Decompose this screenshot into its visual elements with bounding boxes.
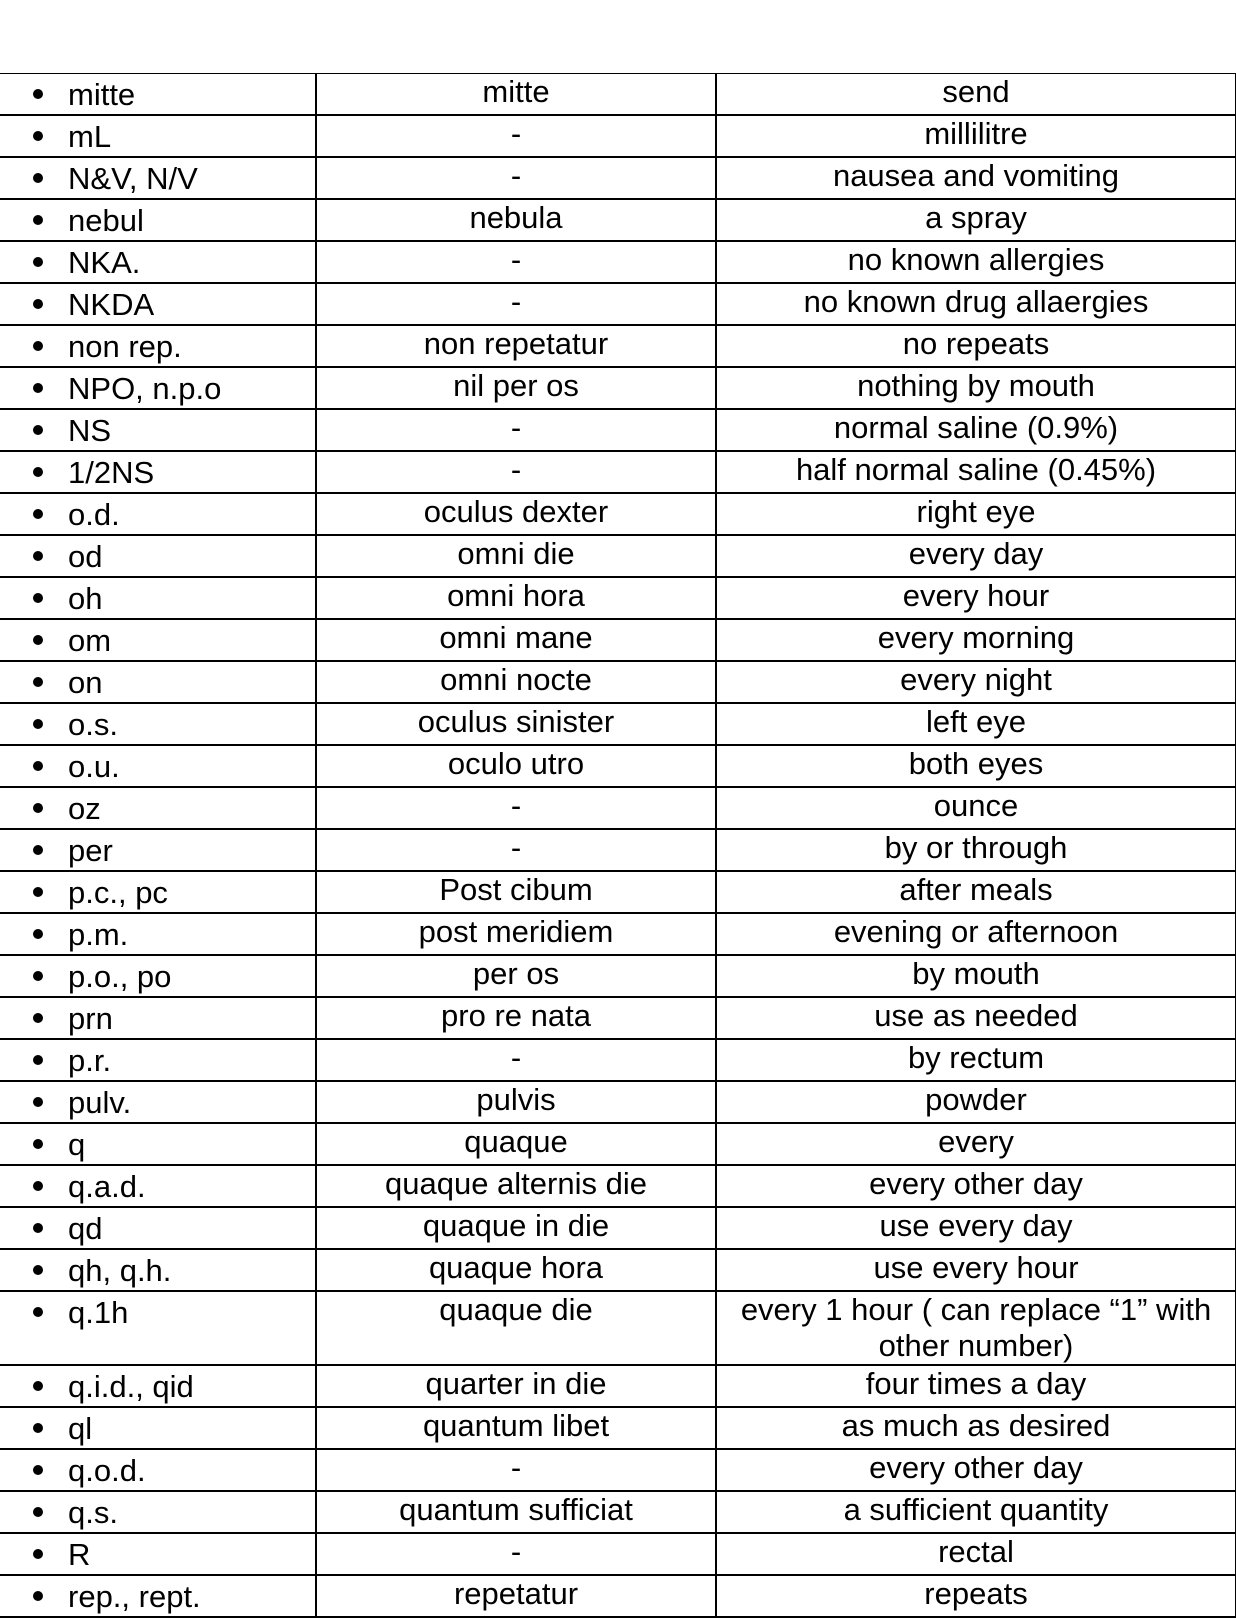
bullet-icon bbox=[33, 257, 43, 267]
abbreviation-text: per bbox=[68, 833, 113, 868]
meaning-cell: left eye bbox=[716, 703, 1236, 745]
abbreviation-text: prn bbox=[68, 1001, 113, 1036]
abbreviation-cell bbox=[0, 1039, 316, 1081]
abbreviation-cell bbox=[0, 787, 316, 829]
latin-cell: - bbox=[316, 115, 716, 157]
bullet-icon bbox=[33, 1181, 43, 1191]
meaning-cell: powder bbox=[716, 1081, 1236, 1123]
abbreviation-cell bbox=[0, 577, 316, 619]
bullet-icon bbox=[33, 1223, 43, 1233]
latin-cell: quantum libet bbox=[316, 1407, 716, 1449]
table-row bbox=[0, 997, 1236, 1039]
latin-cell: - bbox=[316, 1449, 716, 1491]
abbreviation-text: oh bbox=[68, 581, 103, 616]
bullet-icon bbox=[33, 635, 43, 645]
latin-cell: omni mane bbox=[316, 619, 716, 661]
bullet-icon bbox=[33, 719, 43, 729]
latin-cell: Post cibum bbox=[316, 871, 716, 913]
abbreviation-cell bbox=[0, 115, 316, 157]
table-row bbox=[0, 157, 1236, 199]
bullet-icon bbox=[33, 551, 43, 561]
abbreviation-cell bbox=[0, 1365, 316, 1407]
abbreviation-text: ql bbox=[68, 1411, 93, 1446]
abbreviation-text: R bbox=[68, 1537, 91, 1572]
table-row bbox=[0, 1123, 1236, 1165]
table-row bbox=[0, 913, 1236, 955]
abbreviation-text: p.r. bbox=[68, 1043, 112, 1078]
table-row bbox=[0, 1291, 1236, 1365]
table-row bbox=[0, 199, 1236, 241]
bullet-icon bbox=[33, 1381, 43, 1391]
abbreviation-text: NPO, n.p.o bbox=[68, 371, 222, 406]
table-row bbox=[0, 1039, 1236, 1081]
table-row bbox=[0, 1491, 1236, 1533]
abbreviation-cell bbox=[0, 493, 316, 535]
latin-cell: post meridiem bbox=[316, 913, 716, 955]
latin-cell: - bbox=[316, 829, 716, 871]
latin-cell: quaque in die bbox=[316, 1207, 716, 1249]
abbreviation-cell bbox=[0, 661, 316, 703]
latin-cell: repetatur bbox=[316, 1575, 716, 1617]
bullet-icon bbox=[33, 1549, 43, 1559]
abbreviation-cell bbox=[0, 74, 316, 116]
abbreviation-text: qh, q.h. bbox=[68, 1253, 172, 1288]
abbreviation-cell bbox=[0, 997, 316, 1039]
abbreviation-text: oz bbox=[68, 791, 101, 826]
meaning-cell: evening or afternoon bbox=[716, 913, 1236, 955]
table-row bbox=[0, 1365, 1236, 1407]
abbreviation-cell bbox=[0, 283, 316, 325]
bullet-icon bbox=[33, 803, 43, 813]
abbreviation-text: NKDA bbox=[68, 287, 155, 322]
meaning-cell: millilitre bbox=[716, 115, 1236, 157]
meaning-cell: by mouth bbox=[716, 955, 1236, 997]
abbreviation-cell bbox=[0, 1575, 316, 1617]
abbreviation-text: N&V, N/V bbox=[68, 161, 198, 196]
latin-cell: omni hora bbox=[316, 577, 716, 619]
abbreviation-cell bbox=[0, 1449, 316, 1491]
meaning-cell: four times a day bbox=[716, 1365, 1236, 1407]
abbreviation-cell bbox=[0, 1407, 316, 1449]
latin-cell: quarter in die bbox=[316, 1365, 716, 1407]
abbreviation-cell bbox=[0, 1207, 316, 1249]
meaning-cell: use every day bbox=[716, 1207, 1236, 1249]
latin-cell: quaque alternis die bbox=[316, 1165, 716, 1207]
bullet-icon bbox=[33, 89, 43, 99]
table-row bbox=[0, 1165, 1236, 1207]
latin-cell: quaque die bbox=[316, 1291, 716, 1365]
bullet-icon bbox=[33, 425, 43, 435]
table-row bbox=[0, 955, 1236, 997]
bullet-icon bbox=[33, 1307, 43, 1317]
meaning-cell: every morning bbox=[716, 619, 1236, 661]
bullet-icon bbox=[33, 383, 43, 393]
table-row bbox=[0, 745, 1236, 787]
bullet-icon bbox=[33, 1265, 43, 1275]
table-row bbox=[0, 1249, 1236, 1291]
abbreviation-text: qd bbox=[68, 1211, 103, 1246]
latin-cell: - bbox=[316, 157, 716, 199]
latin-cell: - bbox=[316, 787, 716, 829]
bullet-icon bbox=[33, 509, 43, 519]
latin-cell: oculus sinister bbox=[316, 703, 716, 745]
meaning-cell: no repeats bbox=[716, 325, 1236, 367]
meaning-cell: no known allergies bbox=[716, 241, 1236, 283]
table-row bbox=[0, 787, 1236, 829]
latin-cell: - bbox=[316, 241, 716, 283]
bullet-icon bbox=[33, 677, 43, 687]
latin-cell: per os bbox=[316, 955, 716, 997]
abbreviation-text: q bbox=[68, 1127, 86, 1162]
bullet-icon bbox=[33, 845, 43, 855]
latin-cell: - bbox=[316, 1533, 716, 1575]
abbreviation-cell bbox=[0, 367, 316, 409]
abbreviation-cell bbox=[0, 1123, 316, 1165]
abbreviation-text: mL bbox=[68, 119, 112, 154]
abbreviation-cell bbox=[0, 409, 316, 451]
abbreviation-cell bbox=[0, 955, 316, 997]
abbreviation-cell bbox=[0, 871, 316, 913]
abbreviation-cell bbox=[0, 535, 316, 577]
meaning-cell: every 1 hour ( can replace “1” with other number) bbox=[716, 1291, 1236, 1365]
meaning-cell: nausea and vomiting bbox=[716, 157, 1236, 199]
table-row bbox=[0, 367, 1236, 409]
table-row bbox=[0, 535, 1236, 577]
abbreviation-cell bbox=[0, 913, 316, 955]
abbreviation-cell bbox=[0, 157, 316, 199]
abbreviation-text: q.a.d. bbox=[68, 1169, 146, 1204]
bullet-icon bbox=[33, 1139, 43, 1149]
meaning-cell: nothing by mouth bbox=[716, 367, 1236, 409]
table-row bbox=[0, 241, 1236, 283]
meaning-cell: half normal saline (0.45%) bbox=[716, 451, 1236, 493]
latin-cell: - bbox=[316, 409, 716, 451]
table-row bbox=[0, 1407, 1236, 1449]
abbreviation-cell bbox=[0, 1249, 316, 1291]
abbreviation-cell bbox=[0, 1165, 316, 1207]
abbreviation-cell bbox=[0, 199, 316, 241]
meaning-cell: use every hour bbox=[716, 1249, 1236, 1291]
table-row bbox=[0, 1081, 1236, 1123]
latin-cell: oculus dexter bbox=[316, 493, 716, 535]
latin-cell: pro re nata bbox=[316, 997, 716, 1039]
bullet-icon bbox=[33, 131, 43, 141]
meaning-cell: every other day bbox=[716, 1449, 1236, 1491]
latin-cell: oculo utro bbox=[316, 745, 716, 787]
abbreviation-text: p.m. bbox=[68, 917, 129, 952]
latin-cell: omni nocte bbox=[316, 661, 716, 703]
table-row bbox=[0, 871, 1236, 913]
bullet-icon bbox=[33, 1013, 43, 1023]
abbreviation-text: p.c., pc bbox=[68, 875, 168, 910]
abbreviation-text: 1/2NS bbox=[68, 455, 155, 490]
latin-cell: nebula bbox=[316, 199, 716, 241]
meaning-cell: a spray bbox=[716, 199, 1236, 241]
abbreviation-cell bbox=[0, 1533, 316, 1575]
table-row bbox=[0, 1575, 1236, 1617]
meaning-cell: after meals bbox=[716, 871, 1236, 913]
abbreviation-table bbox=[0, 73, 1236, 1618]
abbreviation-cell bbox=[0, 325, 316, 367]
meaning-cell: every day bbox=[716, 535, 1236, 577]
bullet-icon bbox=[33, 1465, 43, 1475]
table-row bbox=[0, 829, 1236, 871]
abbreviation-text: o.u. bbox=[68, 749, 120, 784]
bullet-icon bbox=[33, 299, 43, 309]
abbreviation-text: q.i.d., qid bbox=[68, 1369, 194, 1404]
bullet-icon bbox=[33, 593, 43, 603]
table-row bbox=[0, 1533, 1236, 1575]
abbreviation-text: nebul bbox=[68, 203, 144, 238]
meaning-cell: every other day bbox=[716, 1165, 1236, 1207]
table-row bbox=[0, 493, 1236, 535]
table-row bbox=[0, 619, 1236, 661]
table-row bbox=[0, 115, 1236, 157]
meaning-cell: by rectum bbox=[716, 1039, 1236, 1081]
meaning-cell: every bbox=[716, 1123, 1236, 1165]
table-row bbox=[0, 661, 1236, 703]
meaning-cell: as much as desired bbox=[716, 1407, 1236, 1449]
abbreviation-cell bbox=[0, 1081, 316, 1123]
bullet-icon bbox=[33, 173, 43, 183]
abbreviation-text: pulv. bbox=[68, 1085, 132, 1120]
abbreviation-cell bbox=[0, 829, 316, 871]
abbreviation-text: q.o.d. bbox=[68, 1453, 146, 1488]
latin-cell: nil per os bbox=[316, 367, 716, 409]
bullet-icon bbox=[33, 887, 43, 897]
abbreviation-text: NS bbox=[68, 413, 112, 448]
abbreviation-text: o.s. bbox=[68, 707, 118, 742]
table-row bbox=[0, 1207, 1236, 1249]
bullet-icon bbox=[33, 761, 43, 771]
latin-cell: quantum sufficiat bbox=[316, 1491, 716, 1533]
table-body bbox=[0, 74, 1236, 1618]
abbreviation-text: om bbox=[68, 623, 112, 658]
abbreviation-text: NKA. bbox=[68, 245, 141, 280]
abbreviation-text: q.s. bbox=[68, 1495, 118, 1530]
abbreviation-cell bbox=[0, 703, 316, 745]
latin-cell: mitte bbox=[316, 74, 716, 116]
abbreviation-text: non rep. bbox=[68, 329, 182, 364]
meaning-cell: ounce bbox=[716, 787, 1236, 829]
table-row bbox=[0, 74, 1236, 116]
meaning-cell: every night bbox=[716, 661, 1236, 703]
abbreviation-text: rep., rept. bbox=[68, 1579, 201, 1614]
table-row bbox=[0, 703, 1236, 745]
abbreviation-text: od bbox=[68, 539, 103, 574]
meaning-cell: send bbox=[716, 74, 1236, 116]
table-row bbox=[0, 325, 1236, 367]
abbreviation-cell bbox=[0, 1491, 316, 1533]
bullet-icon bbox=[33, 1055, 43, 1065]
latin-cell: omni die bbox=[316, 535, 716, 577]
bullet-icon bbox=[33, 467, 43, 477]
meaning-cell: no known drug allaergies bbox=[716, 283, 1236, 325]
abbreviation-cell bbox=[0, 451, 316, 493]
bullet-icon bbox=[33, 929, 43, 939]
latin-cell: quaque bbox=[316, 1123, 716, 1165]
meaning-cell: a sufficient quantity bbox=[716, 1491, 1236, 1533]
abbreviation-text: mitte bbox=[68, 77, 136, 112]
latin-cell: - bbox=[316, 1039, 716, 1081]
table-row bbox=[0, 451, 1236, 493]
latin-cell: - bbox=[316, 451, 716, 493]
meaning-cell: normal saline (0.9%) bbox=[716, 409, 1236, 451]
abbreviation-cell bbox=[0, 1291, 316, 1365]
bullet-icon bbox=[33, 1507, 43, 1517]
table-row bbox=[0, 1449, 1236, 1491]
meaning-cell: both eyes bbox=[716, 745, 1236, 787]
abbreviation-cell bbox=[0, 745, 316, 787]
bullet-icon bbox=[33, 341, 43, 351]
latin-cell: quaque hora bbox=[316, 1249, 716, 1291]
meaning-cell: repeats bbox=[716, 1575, 1236, 1617]
abbreviation-text: on bbox=[68, 665, 103, 700]
meaning-cell: every hour bbox=[716, 577, 1236, 619]
meaning-cell: rectal bbox=[716, 1533, 1236, 1575]
bullet-icon bbox=[33, 215, 43, 225]
latin-cell: non repetatur bbox=[316, 325, 716, 367]
abbreviation-text: o.d. bbox=[68, 497, 120, 532]
latin-cell: pulvis bbox=[316, 1081, 716, 1123]
latin-cell: - bbox=[316, 283, 716, 325]
abbreviation-text: q.1h bbox=[68, 1295, 129, 1330]
bullet-icon bbox=[33, 1097, 43, 1107]
abbreviation-cell bbox=[0, 241, 316, 283]
abbreviation-text: p.o., po bbox=[68, 959, 172, 994]
table-row bbox=[0, 283, 1236, 325]
abbreviation-cell bbox=[0, 619, 316, 661]
table-row bbox=[0, 577, 1236, 619]
table-row bbox=[0, 409, 1236, 451]
bullet-icon bbox=[33, 971, 43, 981]
meaning-cell: use as needed bbox=[716, 997, 1236, 1039]
meaning-cell: right eye bbox=[716, 493, 1236, 535]
bullet-icon bbox=[33, 1423, 43, 1433]
meaning-cell: by or through bbox=[716, 829, 1236, 871]
